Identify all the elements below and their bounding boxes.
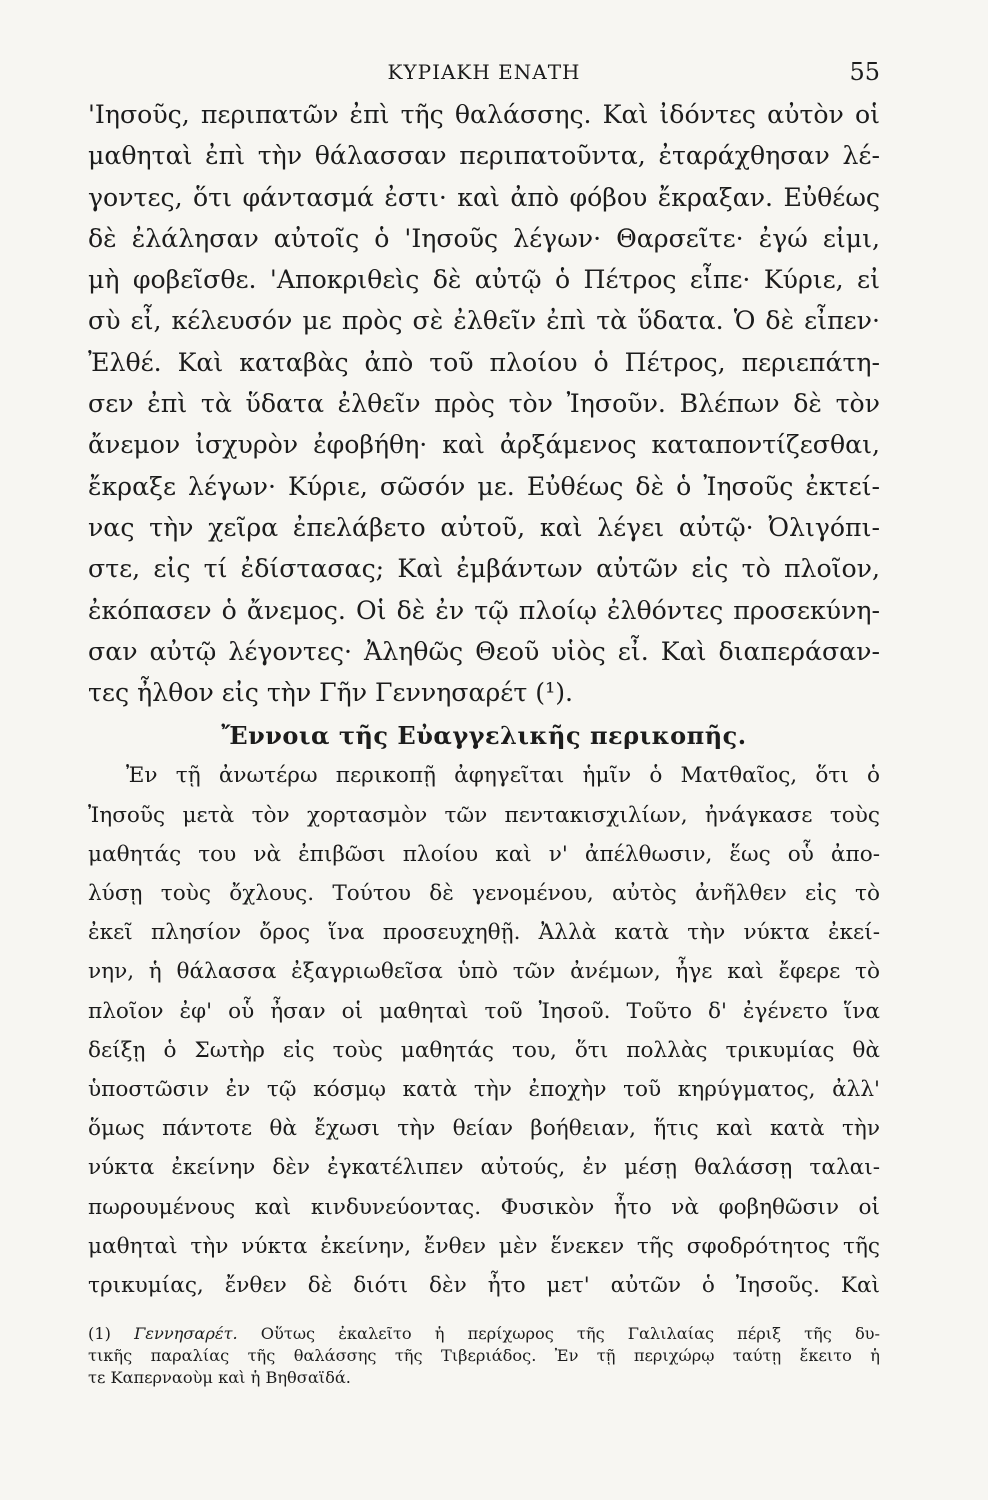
text-line: γοντες, ὅτι φάντασμά ἐστι· καὶ ἀπὸ φόβου ἔκραξαν. Εὐθέως [88,182,880,212]
text-line: δείξῃ ὁ Σωτὴρ εἰς τοὺς μαθητάς του, ὅτι πολλὰς τρικυμίας θὰ [88,1037,880,1063]
commentary-paragraph [88,756,880,1305]
footnote-first-line [88,1323,880,1345]
text-line: ὑποστῶσιν ἐν τῷ κόσμῳ κατὰ τὴν ἐποχὴν τοῦ κηρύγματος, ἀλλ' [88,1077,880,1103]
text-line: ἔκραξε λέγων· Κύριε, σῶσόν με. Εὐθέως δὲ ὁ Ἰησοῦς ἐκτεί- [88,471,880,501]
text-line: δὲ ἐλάλησαν αὐτοῖς ὁ 'Ιησοῦς λέγων· Θαρσεῖτε· ἐγώ εἰμι, [88,223,880,253]
text-line: μαθηταὶ ἐπὶ τὴν θάλασσαν περιπατοῦντα, ἐταράχθησαν λέ- [88,141,880,171]
footnote-text: Οὕτως ἐκαλεῖτο ἡ περίχωρος τῆς Γαλιλαίας πέριξ τῆς δυ- [260,1324,880,1344]
footnote-lemma: Γεννησαρέτ. [134,1324,238,1344]
text-line: μὴ φοβεῖσθε. 'Αποκριθεὶς δὲ αὐτῷ ὁ Πέτρος εἶπε· Κύριε, εἰ [88,265,880,295]
text-line: τες ἦλθον εἰς τὴν Γῆν Γεννησαρέτ (¹). [88,678,574,708]
book-page [88,52,880,1389]
text-line: 'Ιησοῦς, περιπατῶν ἐπὶ τῆς θαλάσσης. Καὶ ἰδόντες αὐτὸν οἱ [88,100,880,129]
text-line: νας τὴν χεῖρα ἐπελάβετο αὐτοῦ, καὶ λέγει αὐτῷ· Ὀλιγόπι- [88,512,880,542]
text-line: ἐκεῖ πλησίον ὄρος ἵνα προσευχηθῇ. Ἀλλὰ κατὰ τὴν νύκτα ἐκεί- [88,920,880,946]
text-line: σὺ εἶ, κέλευσόν με πρὸς σὲ ἐλθεῖν ἐπὶ τὰ ὕδατα. Ὁ δὲ εἶπεν· [88,306,880,336]
text-line: ἄνεμον ἰσχυρὸν ἐφοβήθη· καὶ ἀρξάμενος καταποντίζεσθαι, [88,430,880,460]
text-line: Ἐλθέ. Καὶ καταβὰς ἀπὸ τοῦ πλοίου ὁ Πέτρος, περιεπάτη- [88,347,880,377]
text-line: σεν ἐπὶ τὰ ὕδατα ἐλθεῖν πρὸς τὸν Ἰησοῦν. Βλέπων δὲ τὸν [88,389,880,419]
text-line: μαθητάς του νὰ ἐπιβῶσι πλοίου καὶ ν' ἀπέλθωσιν, ἕως οὗ ἀπο- [88,841,880,867]
text-line: μαθηταὶ τὴν νύκτα ἐκείνην, ἔνθεν μὲν ἕνεκεν τῆς σφοδρότητος τῆς [88,1233,880,1259]
gospel-passage [88,94,880,713]
text-line: νην, ἡ θάλασσα ἐξαγριωθεῖσα ὑπὸ τῶν ἀνέμων, ἦγε καὶ ἔφερε τὸ [88,959,880,985]
text-line: σαν αὐτῷ λέγοντες· Ἀληθῶς Θεοῦ υἱὸς εἶ. Καὶ διαπεράσαν- [88,636,880,666]
footnote [88,1323,880,1389]
text-line: ὅμως πάντοτε θὰ ἔχωσι τὴν θείαν βοήθειαν, ἥτις καὶ κατὰ τὴν [88,1116,880,1142]
text-line: ἐκόπασεν ὁ ἄνεμος. Οἱ δὲ ἐν τῷ πλοίῳ ἐλθόντες προσεκύνη- [88,595,880,625]
text-line: νύκτα ἐκείνην δὲν ἐγκατέλιπεν αὐτούς, ἐν μέσῃ θαλάσσῃ ταλαι- [88,1155,880,1181]
footnote-marker: (1) [88,1324,111,1344]
text-line: τρικυμίας, ἔνθεν δὲ διότι δὲν ἦτο μετ' αὐτῶν ὁ Ἰησοῦς. Καὶ [88,1273,880,1299]
text-line: πωρουμένους καὶ κινδυνεύοντας. Φυσικὸν ἦτο νὰ φοβηθῶσιν οἱ [88,1194,880,1220]
text-line: Ἰησοῦς μετὰ τὸν χορτασμὸν τῶν πεντακισχιλίων, ἠνάγκασε τοὺς [88,802,880,828]
text-line: Ἐν τῇ ἀνωτέρω περικοπῇ ἀφηγεῖται ἡμῖν ὁ Ματθαῖος, ὅτι ὁ [126,763,880,789]
text-line: στε, εἰς τί ἐδίστασας; Καὶ ἐμβάντων αὐτῶν εἰς τὸ πλοῖον, [88,554,880,584]
section-heading: Ἔννοια τῆς Εὐαγγελικῆς περικοπῆς. [221,721,747,751]
page-number: 55 [849,58,880,86]
footnote-line: τε Καπερναοὺμ καὶ ἡ Βηθσαϊδά. [88,1368,351,1388]
body-text [88,94,880,1389]
footnote-line: τικῆς παραλίας τῆς θαλάσσης τῆς Τιβεριάδος. Ἐν τῇ περιχώρῳ ταύτῃ ἔκειτο ἡ [88,1346,880,1366]
text-line: πλοῖον ἐφ' οὗ ἦσαν οἱ μαθηταὶ τοῦ Ἰησοῦ. Τοῦτο δ' ἐγένετο ἵνα [88,998,880,1024]
text-line: λύσῃ τοὺς ὄχλους. Τούτου δὲ γενομένου, αὐτὸς ἀνῆλθεν εἰς τὸ [88,881,880,907]
running-title: ΚΥΡΙΑΚΗ ΕΝΑΤΗ [387,60,581,84]
running-head [88,52,880,94]
